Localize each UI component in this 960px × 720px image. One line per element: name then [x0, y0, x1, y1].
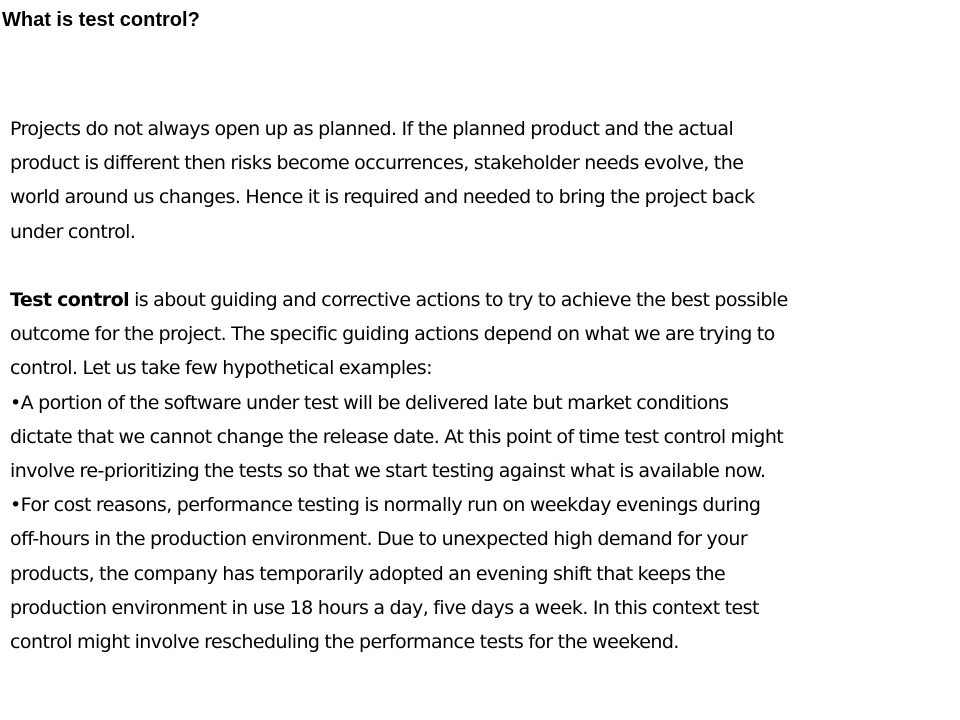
text-line: products, the company has temporarily adopted an evening shift that keeps the	[10, 562, 726, 585]
text-line: world around us changes. Hence it is required and needed to bring the project back	[10, 186, 755, 209]
text-line: dictate that we cannot change the release date. At this point of time test control might	[10, 425, 784, 448]
text-line: •A portion of the software under test will be delivered late but market conditions	[10, 391, 729, 414]
text-line	[10, 283, 952, 317]
page-title: What is test control?	[2, 9, 200, 31]
text-line: involve re-prioritizing the tests so that we start testing against what is available now.	[10, 460, 766, 483]
text-line: outcome for the project. The specific guiding actions depend on what we are trying to	[10, 323, 775, 346]
text-line: Projects do not always open up as planned. If the planned product and the actual	[10, 118, 734, 140]
text-line: under control.	[10, 220, 136, 243]
text-line: control might involve rescheduling the performance tests for the weekend.	[10, 631, 679, 654]
text-line: •For cost reasons, performance testing is normally run on weekday evenings during	[10, 494, 761, 517]
definition-paragraph	[10, 283, 952, 386]
text-line: production environment in use 18 hours a day, five days a week. In this context test	[10, 596, 759, 619]
test-control-term: Test control	[10, 289, 130, 311]
bullet-item-late-delivery	[10, 386, 952, 489]
text-line: control. Let us take few hypothetical examples:	[10, 357, 432, 380]
bullet-item-performance-testing	[10, 488, 952, 659]
intro-paragraph	[10, 112, 952, 249]
body-text	[10, 112, 952, 659]
paragraph-gap	[10, 249, 952, 283]
text-line: off-hours in the production environment. Due to unexpected high demand for your	[10, 528, 748, 551]
definition-text: is about guiding and corrective actions to try to achieve the best possible	[129, 289, 788, 311]
text-line: product is different then risks become occurrences, stakeholder needs evolve, the	[10, 152, 744, 175]
